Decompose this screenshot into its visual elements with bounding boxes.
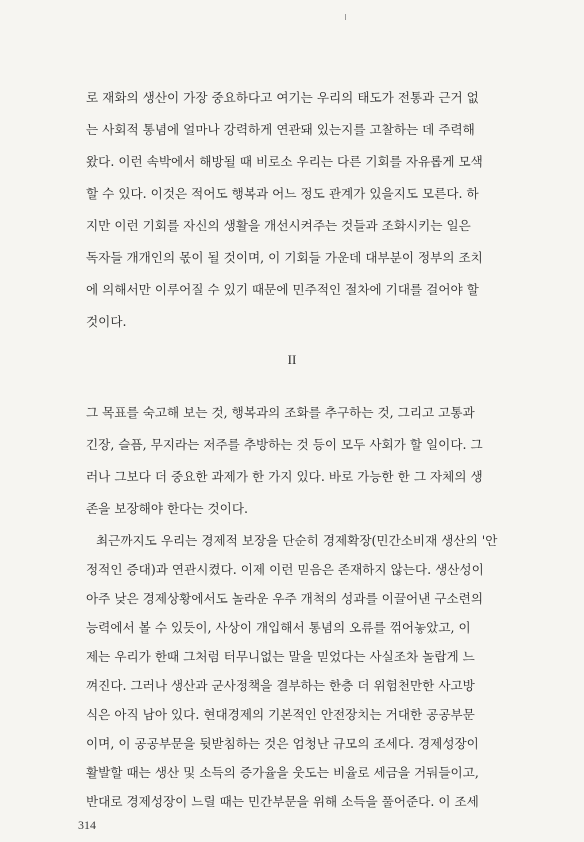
print-mark	[345, 14, 346, 20]
text-line: 에 의해서만 이루어질 수 있기 때문에 민주적인 절차에 기대를 걸어야 할	[86, 282, 479, 297]
page-number: 314	[78, 818, 96, 832]
text-line: 왔다. 이런 속박에서 해방될 때 비로소 우리는 다른 기회를 자유롭게 모색	[86, 154, 483, 169]
text-line: 아주 낮은 경제상황에서도 놀라운 우주 개척의 성과를 이끌어낸 구소련의	[86, 591, 483, 606]
text-line: 는 사회적 통념에 얼마나 강력하게 연관돼 있는지를 고찰하는 데 주력해	[86, 122, 475, 137]
text-line: 이며, 이 공공부문을 뒷받침하는 것은 엄청난 규모의 조세다. 경제성장이	[86, 736, 479, 751]
text-line: 할 수 있다. 이것은 적어도 행복과 어느 정도 관계가 있을지도 모른다. 하	[86, 186, 479, 201]
text-line: 반대로 경제성장이 느릴 때는 민간부문을 위해 소득을 풀어준다. 이 조세	[86, 794, 479, 809]
text-line: 정적인 증대)과 연관시켰다. 이제 이런 믿음은 존재하지 않는다. 생산성이	[86, 562, 484, 577]
text-line: 긴장, 슬픔, 무지라는 저주를 추방하는 것 등이 모두 사회가 할 일이다. 그	[86, 437, 483, 452]
text-line: 지만 이런 기회를 자신의 생활을 개선시켜주는 것들과 조화시키는 일은	[86, 218, 471, 233]
text-line: 것이다.	[86, 314, 127, 329]
text-line: 활발할 때는 생산 및 소득의 증가율을 웃도는 비율로 세금을 거둬들이고,	[86, 765, 479, 780]
text-line: 제는 우리가 한때 그처럼 터무니없는 말을 믿었다는 사실조차 놀랍게 느	[86, 649, 475, 664]
text-line: 독자들 개개인의 몫이 될 것이며, 이 기회들 가운데 대부분이 정부의 조치	[86, 250, 483, 265]
text-line: 능력에서 볼 수 있듯이, 사상이 개입해서 통념의 오류를 꺾어놓았고, 이	[86, 620, 471, 635]
text-line: 그 목표를 숙고해 보는 것, 행복과의 조화를 추구하는 것, 그리고 고통과	[86, 405, 475, 420]
text-line: 껴진다. 그러나 생산과 군사정책을 결부하는 한층 더 위험천만한 사고방	[86, 678, 475, 693]
text-line: 식은 아직 남아 있다. 현대경제의 기본적인 안전장치는 거대한 공공부문	[86, 707, 475, 722]
section-heading: II	[287, 352, 297, 367]
text-line: 러나 그보다 더 중요한 과제가 한 가지 있다. 바로 가능한 한 그 자체의 생	[86, 469, 483, 484]
text-line: 최근까지도 우리는 경제적 보장을 단순히 경제확장(민간소비재 생산의 '안	[96, 533, 498, 548]
text-line: 존을 보장해야 한다는 것이다.	[86, 501, 248, 516]
text-line: 로 재화의 생산이 가장 중요하다고 여기는 우리의 태도가 전통과 근거 없	[86, 90, 479, 105]
